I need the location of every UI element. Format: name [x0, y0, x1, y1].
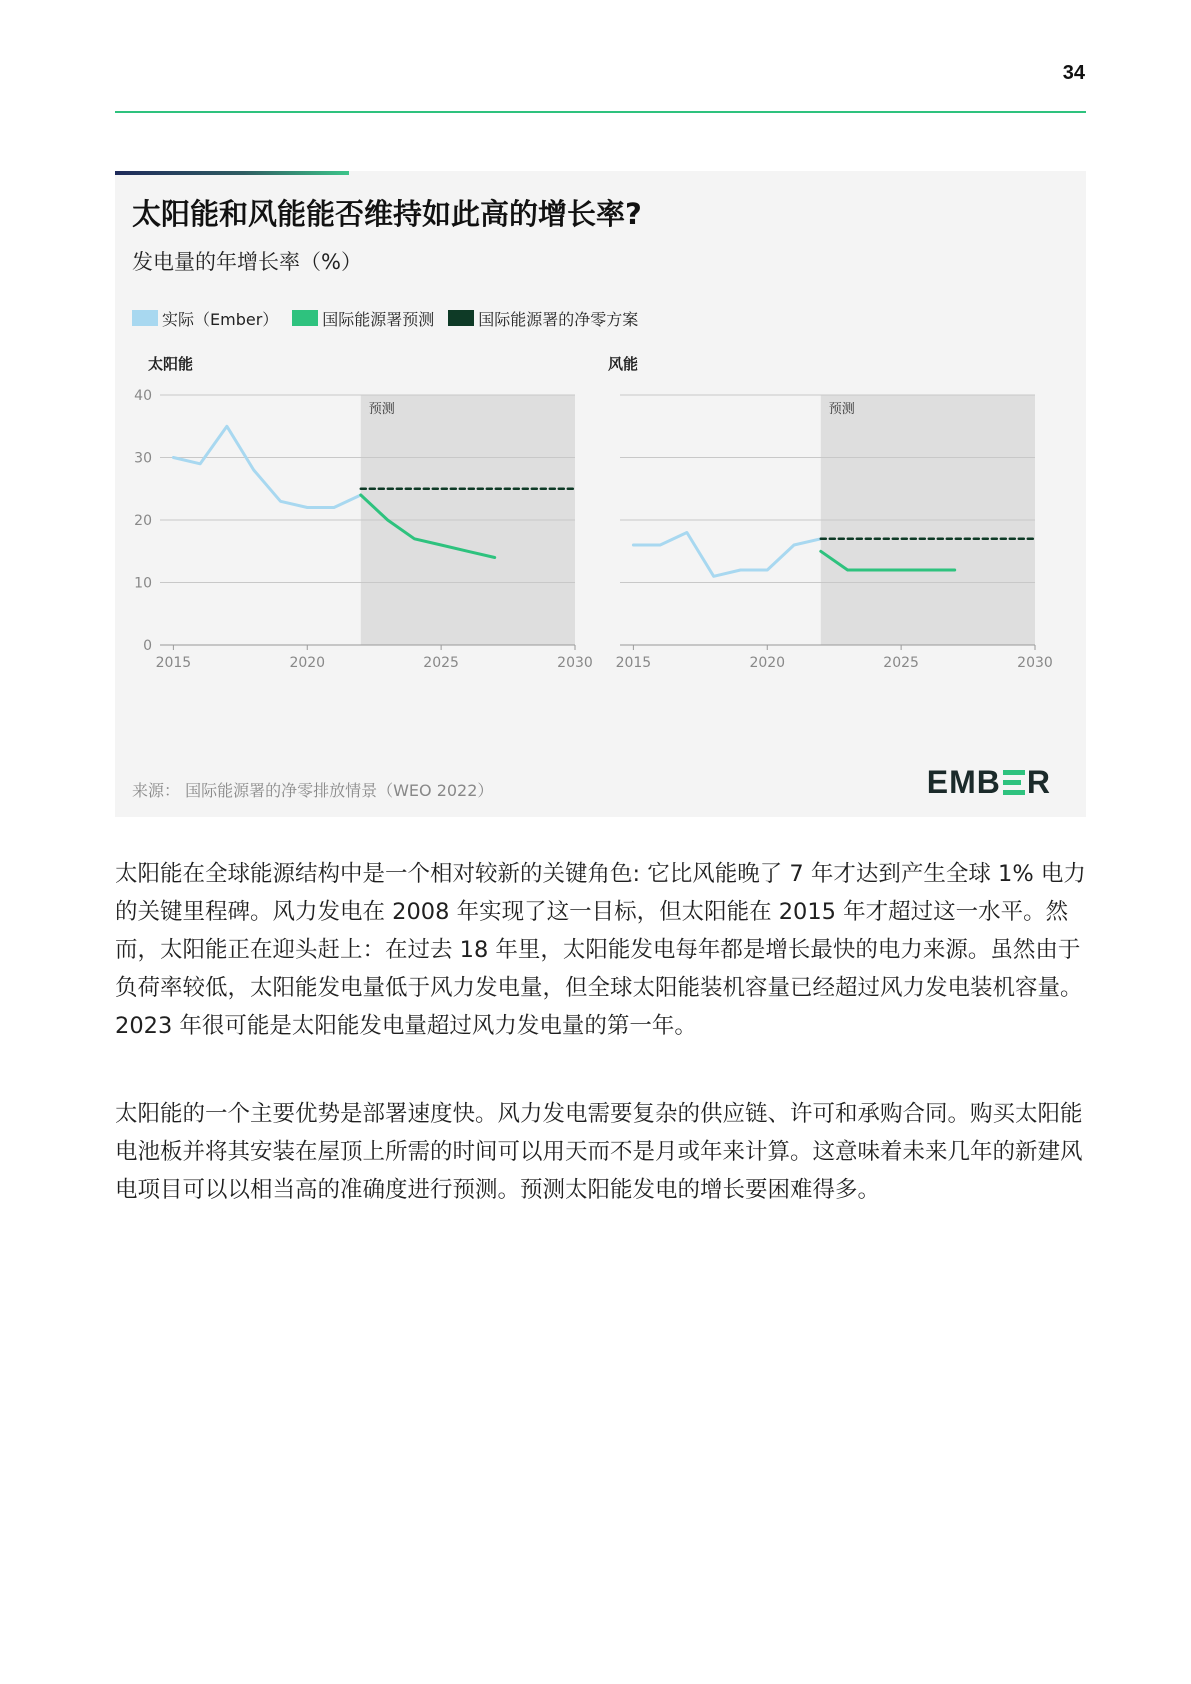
legend-item-forecast: [292, 307, 434, 330]
forecast-label: 预测: [368, 402, 395, 417]
series-actual-line: [633, 533, 820, 577]
page-number: 34: [1062, 62, 1085, 84]
x-tick-label: 2025: [883, 655, 919, 671]
legend-swatch-netzero: [448, 310, 474, 326]
x-tick-label: 2025: [423, 655, 459, 671]
header-divider: [115, 111, 1086, 113]
logo-e-mark: [1003, 770, 1025, 795]
forecast-label: 预测: [828, 402, 855, 417]
chart-legend: [132, 306, 652, 330]
legend-swatch-forecast: [292, 310, 318, 326]
x-tick-label: 2030: [1017, 655, 1053, 671]
legend-label-netzero: 国际能源署的净零方案: [478, 309, 639, 329]
y-tick-label: 20: [134, 513, 152, 529]
ember-logo: [927, 764, 1051, 801]
x-tick-label: 2020: [289, 655, 326, 671]
legend-item-netzero: [448, 307, 638, 330]
x-tick-label: 2015: [155, 655, 192, 671]
x-tick-label: 2015: [615, 655, 652, 671]
legend-swatch-actual: [132, 310, 158, 326]
y-tick-label: 40: [134, 388, 152, 404]
growth-rate-charts: [115, 345, 1086, 685]
y-tick-label: 0: [143, 638, 152, 654]
logo-text-end: R: [1026, 764, 1051, 800]
card-accent-bar: [115, 171, 349, 175]
chart-title: 太阳能和风能能否维持如此高的增长率?: [132, 197, 642, 231]
y-tick-label: 30: [134, 450, 152, 467]
legend-label-forecast: 国际能源署预测: [322, 309, 435, 329]
body-paragraph-2: 太阳能的一个主要优势是部署速度快。风力发电需要复杂的供应链、许可和承购合同。购买太阳能电池板并将其安装在屋顶上所需的时间可以用天而不是月或年来计算。这意味着未来几年的新建风电项目可以以相当高的准确度进行预测。预测太阳能发电的增长要困难得多。: [115, 1101, 1083, 1203]
legend-label-actual: 实际（Ember）: [162, 309, 279, 329]
y-tick-label: 10: [134, 575, 152, 592]
x-tick-label: 2020: [749, 655, 786, 671]
body-paragraph-1: 太阳能在全球能源结构中是一个相对较新的关键角色: 它比风能晚了 7 年才达到产生全球 1% 电力的关键里程碑。风力发电在 2008 年实现了这一目标，但太阳能在 2015 年才超过这一水平。然而，太阳能正在迎头赶上：在过去 18 年里，太阳能发电每年都是增长最快的电力来源。虽然由于负荷率较低，太阳能发电量低于风力发电量，但全球太阳能装机容量已经超过风力发电装机容量。2023 年很可能是太阳能发电量超过风力发电量的第一年。: [115, 861, 1086, 1039]
legend-item-actual: [132, 307, 278, 330]
panel-title: 太阳能: [148, 355, 194, 373]
chart-subtitle: 发电量的年增长率（%）: [132, 250, 362, 274]
x-tick-label: 2030: [557, 655, 593, 671]
source-note: 来源： 国际能源署的净零排放情景（WEO 2022）: [132, 781, 494, 800]
panel-title: 风能: [608, 355, 639, 373]
logo-text-start: EMB: [926, 764, 1001, 800]
series-actual-line: [173, 426, 360, 507]
